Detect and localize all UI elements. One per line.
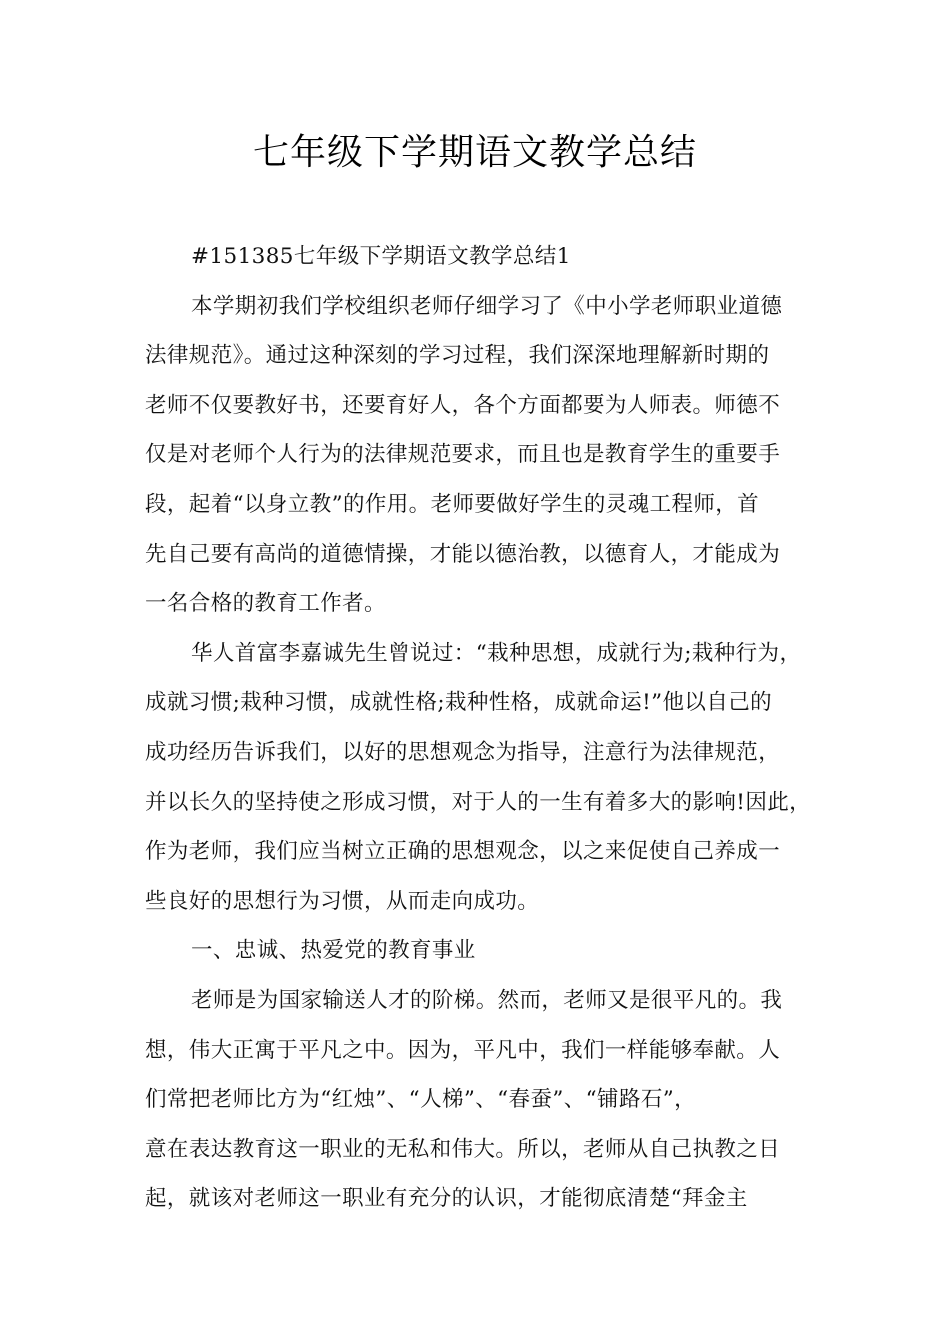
text-line: 些良好的思想行为习惯，从而走向成功。 <box>145 888 540 914</box>
text-line: 一名合格的教育工作者。 <box>145 591 386 617</box>
document-body <box>145 232 825 1224</box>
text-line: 起，就该对老师这一职业有充分的认识，才能彻底清楚“拜金主 <box>145 1186 748 1212</box>
text-line: 意在表达教育这一职业的无私和伟大。所以，老师从自己执教之日 <box>145 1136 781 1162</box>
text-line: 本学期初我们学校组织老师仔细学习了《中小学老师职业道德 <box>191 293 783 319</box>
text-line: 成功经历告诉我们，以好的思想观念为指导，注意行为法律规范， <box>145 739 781 765</box>
text-line: 仅是对老师个人行为的法律规范要求，而且也是教育学生的重要手 <box>145 442 781 468</box>
text-line: 老师不仅要教好书，还要育好人，各个方面都要为人师表。师德不 <box>145 392 781 418</box>
text-line: 老师是为国家输送人才的阶梯。然而，老师又是很平凡的。我 <box>191 987 783 1013</box>
text-line: 先自己要有高尚的道德情操，才能以德治教，以德育人，才能成为 <box>145 541 781 567</box>
text-line: 并以长久的坚持使之形成习惯，对于人的一生有着多大的影响!因此， <box>145 789 812 815</box>
text-line: 成就习惯;栽种习惯，成就性格;栽种性格，成就命运!”他以自己的 <box>145 690 773 716</box>
text-line: 一、忠诚、热爱党的教育事业 <box>191 938 476 964</box>
text-line: #151385七年级下学期语文教学总结1 <box>191 244 571 269</box>
text-line: 想，伟大正寓于平凡之中。因为，平凡中，我们一样能够奉献。人 <box>145 1037 781 1063</box>
text-line: 段，起着“以身立教”的作用。老师要做好学生的灵魂工程师，首 <box>145 491 760 517</box>
text-line: 华人首富李嘉诚先生曾说过：“栽种思想，成就行为;栽种行为， <box>191 640 802 666</box>
text-line: 们常把老师比方为“红烛”、“人梯”、“春蚕”、“铺路石”， <box>145 1087 697 1113</box>
text-line: 法律规范》。通过这种深刻的学习过程，我们深深地理解新时期的 <box>145 343 770 369</box>
document-title: 七年级下学期语文教学总结 <box>252 132 697 173</box>
text-line: 作为老师，我们应当树立正确的思想观念，以之来促使自己养成一 <box>145 839 781 865</box>
